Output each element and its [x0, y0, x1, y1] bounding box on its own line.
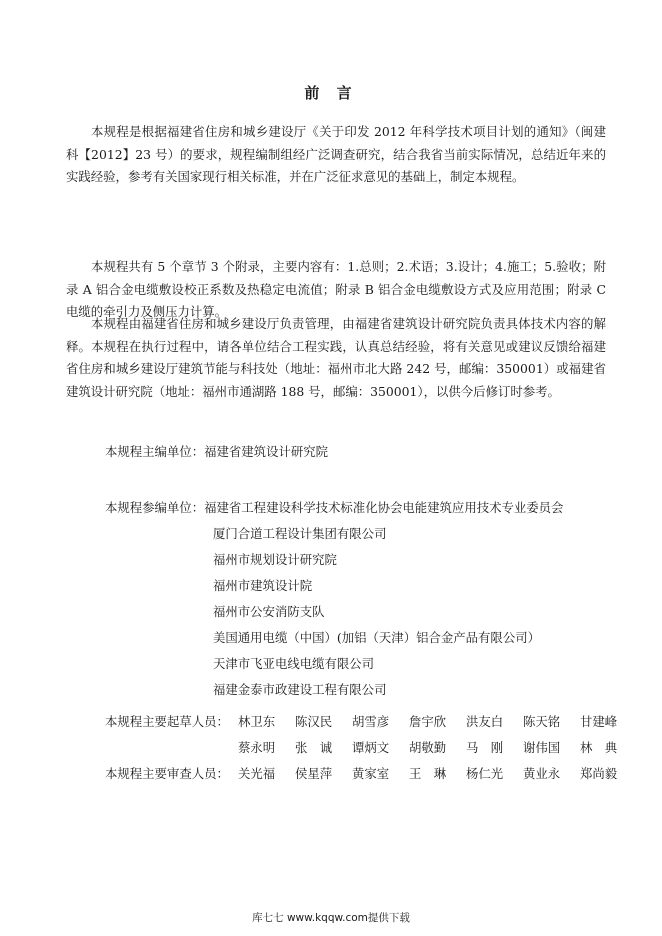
footer-watermark: 库七七 www.kqqw.com提供下载: [252, 912, 410, 924]
chief-editor-label: 本规程主编单位：: [105, 444, 205, 459]
participants-row: [105, 497, 563, 519]
paragraph-contents: 本规程共有 5 个章节 3 个附录，主要内容有：1.总则；2.术语；3.设计；4.施工；5.验收；附录 A 铝合金电缆敷设校正系数及热稳定电流值；附录 B 铝合金电缆敷设方式及应用范围；附录 C 电缆的牵引力及侧压力计算。: [66, 259, 606, 319]
drafters-label: 本规程主要起草人员：: [105, 714, 229, 729]
drafters-row-1: [238, 711, 637, 733]
reviewer-name: 侯星萍: [295, 766, 333, 781]
paragraph-management: 本规程由福建省住房和城乡建设厅负责管理，由福建省建筑设计研究院负责具体技术内容的解释。本规程在执行过程中，请各单位结合工程实践，认真总结经验，将有关意见或建议反馈给福建省住房和城乡建设厅建筑节能与科技处（地址：福州市北大路 242 号，邮编：350001）或福建省建筑设计研究院（地址：福州市通湖路 188 号，邮编：350001），以供今后修订时参考。: [66, 316, 606, 399]
drafter-name: 洪友白: [466, 714, 504, 729]
drafter-name: 林 典: [580, 740, 618, 755]
drafter-name: 张 诚: [295, 740, 333, 755]
paragraph-basis: 本规程是根据福建省住房和城乡建设厅《关于印发 2012 年科学技术项目计划的通知》（闽建科【2012】23 号）的要求，规程编制组经广泛调查研究，结合我省当前实际情况，总结近年来的实践经验，参考有关国家现行相关标准，并在广泛征求意见的基础上，制定本规程。: [66, 124, 606, 184]
reviewer-name: 王 琳: [409, 766, 447, 781]
participant-unit: 福建省工程建设科学技术标准化协会电能建筑应用技术专业委员会: [204, 500, 564, 515]
participant-unit: 天津市飞亚电线电缆有限公司: [213, 656, 375, 671]
drafter-name: 谭炳文: [352, 740, 390, 755]
reviewers-label: 本规程主要审查人员：: [105, 766, 229, 781]
drafter-name: 马 刚: [466, 740, 504, 755]
drafter-name: 甘建峰: [580, 714, 618, 729]
drafter-name: 詹宇欣: [409, 714, 447, 729]
participant-unit: 福州市规划设计研究院: [213, 552, 337, 567]
drafter-name: 胡敬勤: [409, 740, 447, 755]
participant-unit: 福州市建筑设计院: [213, 578, 313, 593]
reviewer-name: 关光福: [238, 766, 276, 781]
reviewer-name: 黄家室: [352, 766, 390, 781]
reviewers-row: [238, 763, 637, 785]
participant-unit: 福建金泰市政建设工程有限公司: [213, 682, 387, 697]
chief-editor-value: 福建省建筑设计研究院: [204, 444, 329, 459]
reviewer-name: 杨仁光: [466, 766, 504, 781]
chief-editor-row: [105, 441, 328, 463]
participant-unit: 福州市公安消防支队: [213, 604, 325, 619]
drafter-name: 林卫东: [238, 714, 276, 729]
page-title: 前 言: [304, 84, 358, 102]
drafter-name: 陈天铭: [523, 714, 561, 729]
reviewer-name: 郑尚毅: [580, 766, 618, 781]
drafter-name: 蔡永明: [238, 740, 276, 755]
reviewer-name: 黄业永: [523, 766, 561, 781]
participant-unit: 美国通用电缆（中国）(加铝（天津）铝合金产品有限公司）: [213, 630, 540, 645]
drafter-name: 谢伟国: [523, 740, 561, 755]
participants-label: 本规程参编单位：: [105, 500, 205, 515]
participant-unit: 厦门合道工程设计集团有限公司: [213, 526, 387, 541]
drafter-name: 陈汉民: [295, 714, 333, 729]
drafter-name: 胡雪彦: [352, 714, 390, 729]
drafters-row-2: [238, 737, 637, 759]
